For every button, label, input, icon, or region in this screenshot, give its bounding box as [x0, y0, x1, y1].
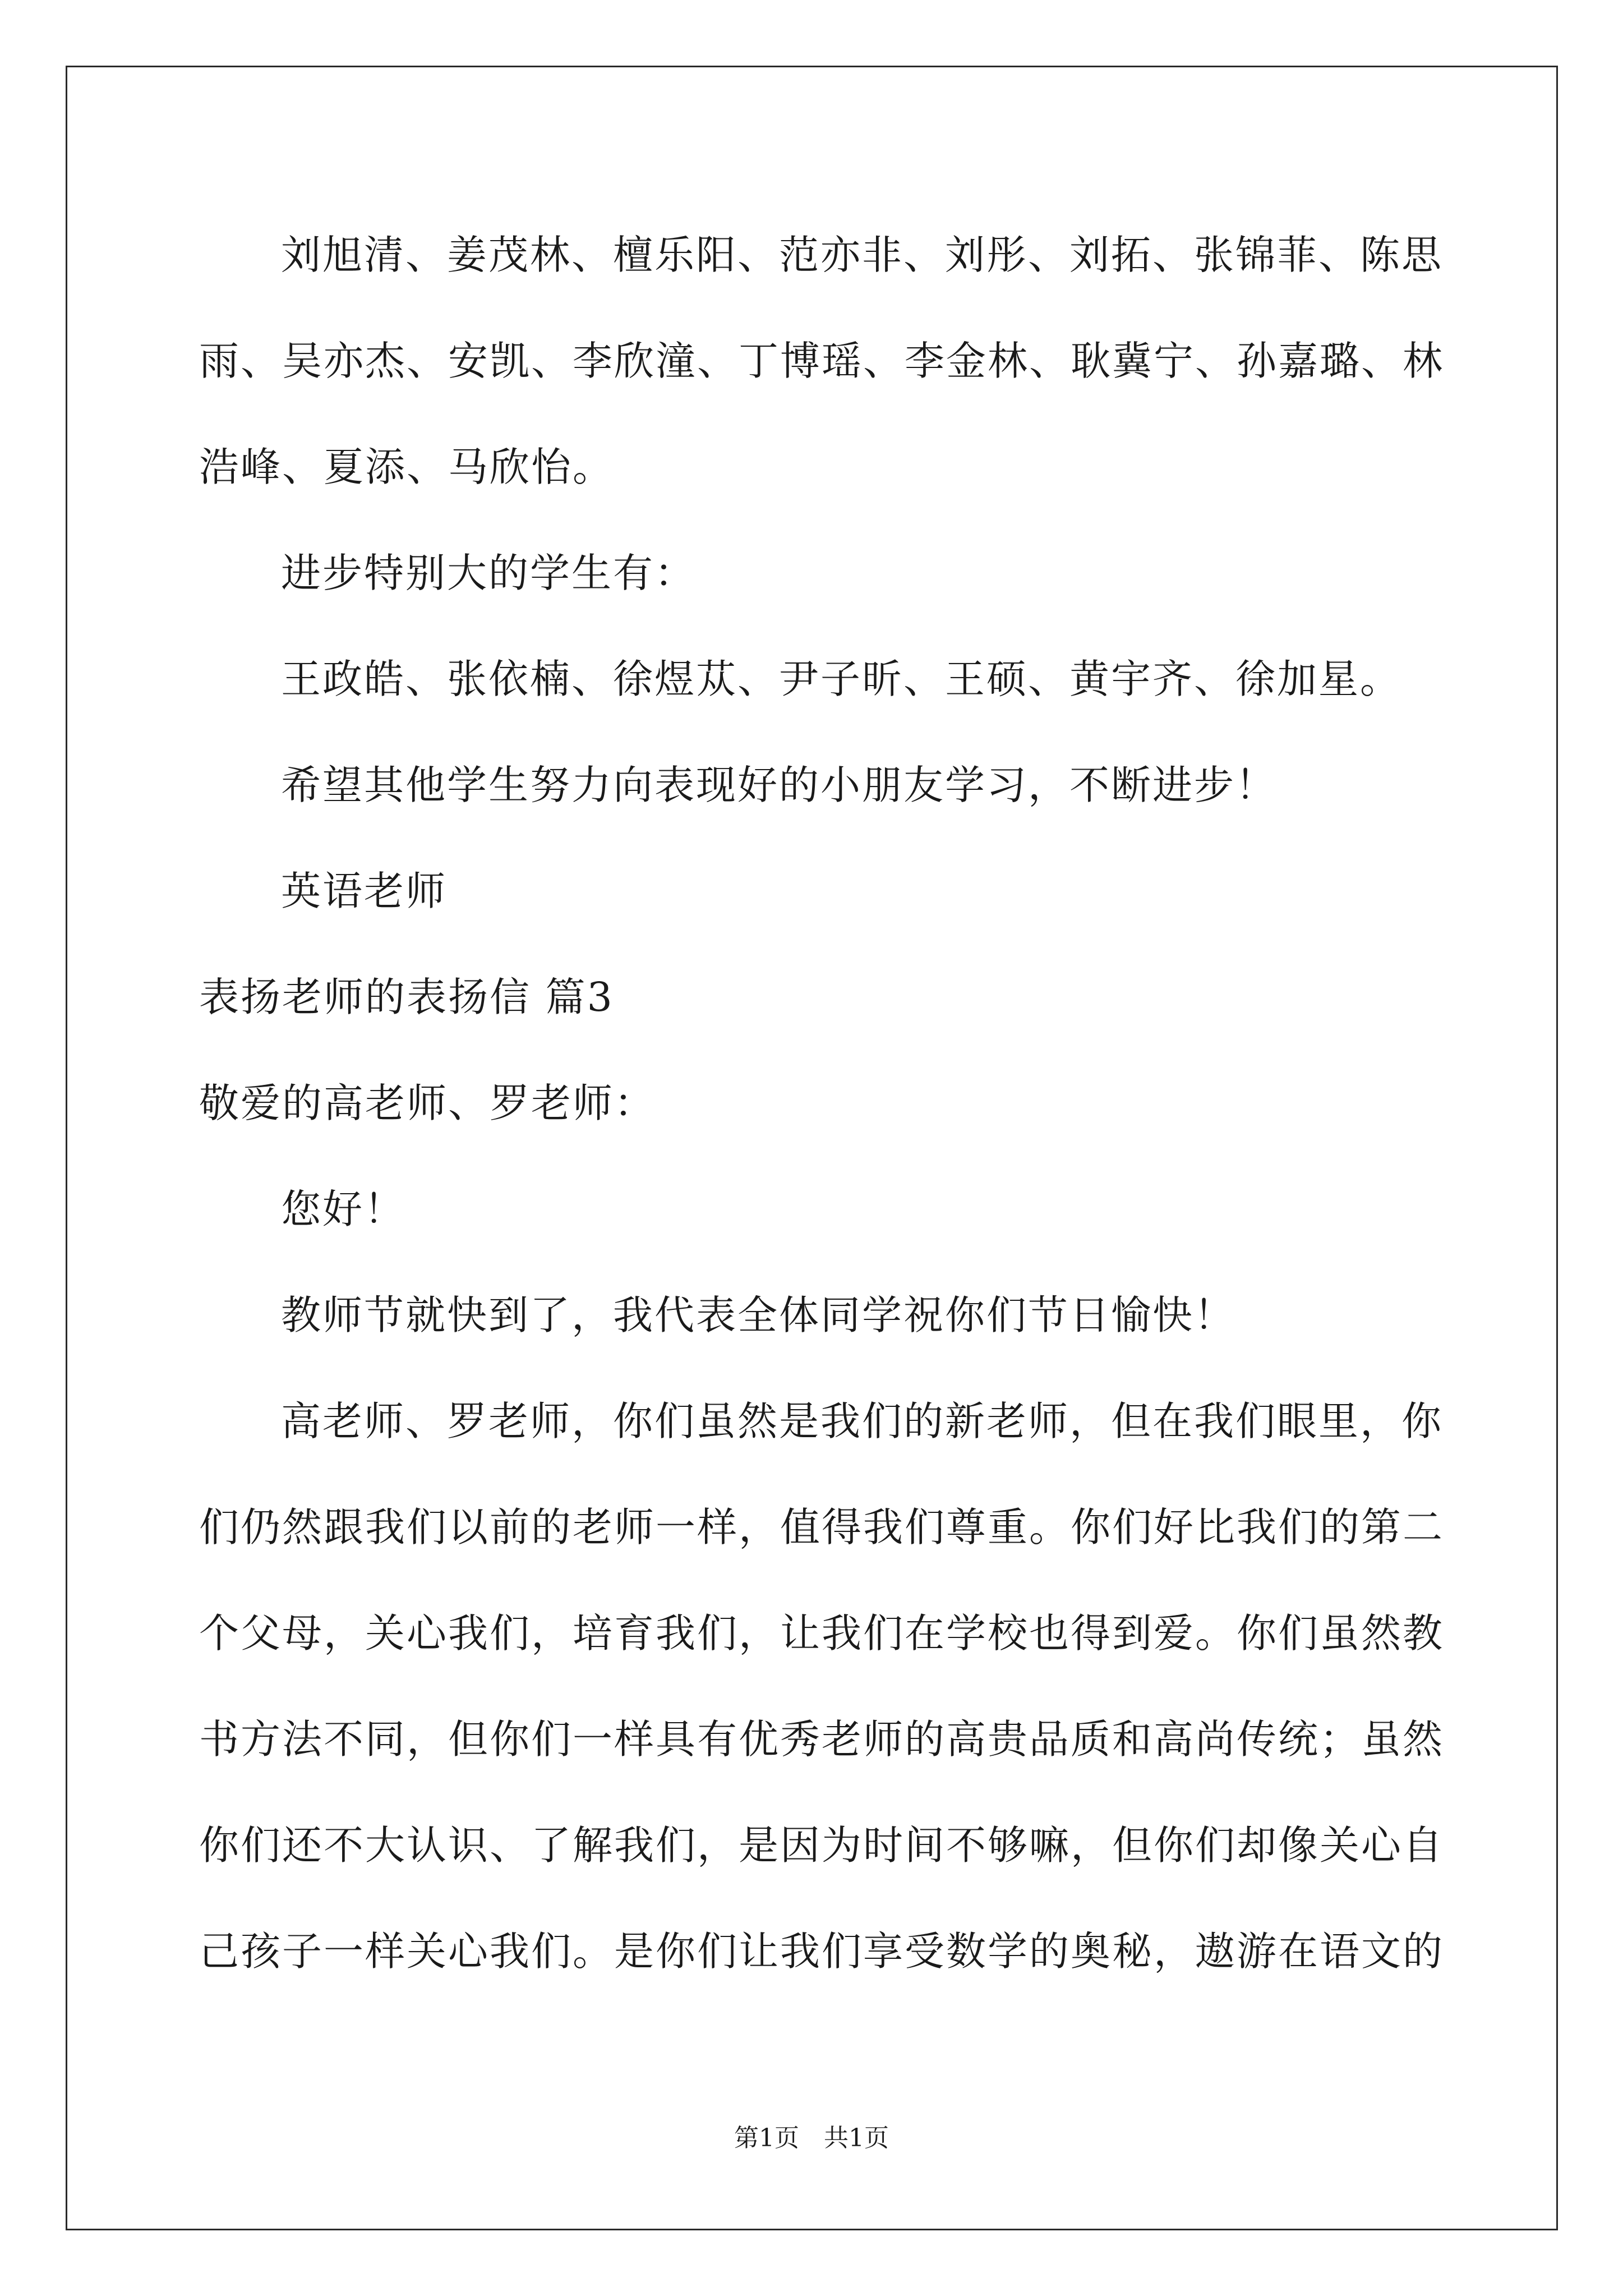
section-label: 进步特别大的学生有：	[281, 550, 697, 596]
text-line: 书方法不同，但你们一样具有优秀老师的高贵品质和高尚传统；虽然	[199, 1716, 1445, 1763]
text-line: 们仍然跟我们以前的老师一样，值得我们尊重。你们好比我们的第二	[199, 1504, 1445, 1550]
text-line: 希望其他学生努力向表现好的小朋友学习，不断进步！	[281, 762, 1278, 808]
text-line: 己孩子一样关心我们。是你们让我们享受数学的奥秘，遨游在语文的	[199, 1928, 1445, 1975]
text-line: 教师节就快到了，我代表全体同学祝你们节日愉快！	[281, 1292, 1236, 1338]
signature: 英语老师	[281, 868, 448, 914]
text-line: 雨、吴亦杰、安凯、李欣潼、丁博瑶、李金林、耿冀宁、孙嘉璐、林	[199, 338, 1445, 384]
text-line: 你们还不大认识、了解我们，是因为时间不够嘛，但你们却像关心自	[199, 1822, 1445, 1869]
text-line: 浩峰、夏添、马欣怡。	[199, 444, 615, 490]
text-line: 刘旭清、姜茂林、檀乐阳、范亦非、刘彤、刘拓、张锦菲、陈思	[281, 232, 1444, 278]
text-line: 高老师、罗老师，你们虽然是我们的新老师，但在我们眼里，你	[281, 1398, 1444, 1444]
document-body	[199, 202, 1445, 2004]
greeting: 您好！	[281, 1186, 406, 1232]
page-footer: 第1页 共1页	[734, 2124, 889, 2152]
text-line: 王政皓、张依楠、徐煜苁、尹子昕、王硕、黄宇齐、徐加星。	[281, 656, 1402, 702]
salutation: 敬爱的高老师、罗老师：	[199, 1080, 656, 1126]
text-line: 个父母，关心我们，培育我们，让我们在学校也得到爱。你们虽然教	[199, 1610, 1445, 1657]
section-heading: 表扬老师的表扬信 篇3	[199, 974, 614, 1020]
